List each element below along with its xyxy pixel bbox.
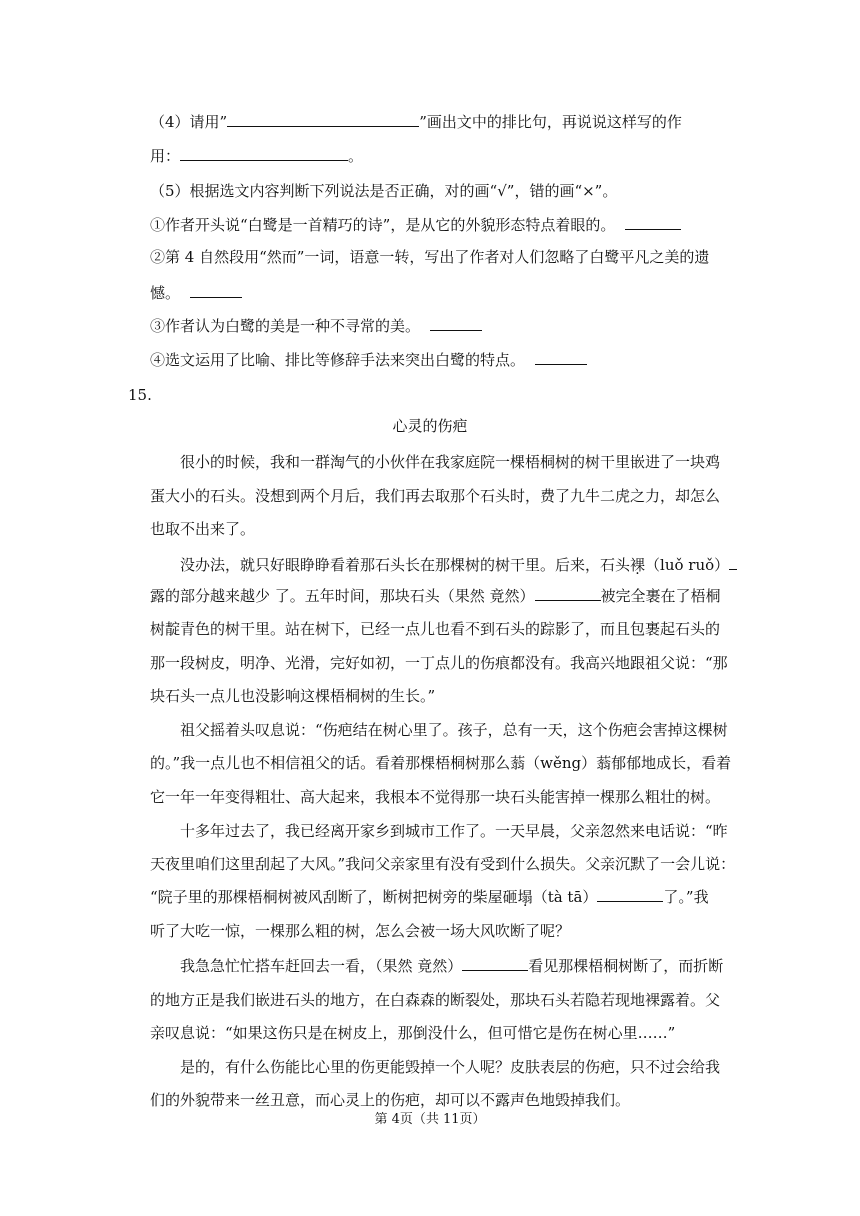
- para6-line2: 们的外貌带来一丝丑意，而心灵上的伤疤，却可以不露声色地毁掉我们。: [150, 1091, 631, 1109]
- para4-line3: [150, 887, 709, 907]
- answer-blank[interactable]: [430, 316, 482, 331]
- para1-line1: 很小的时候，我和一群淘气的小伙伴在我家庭院一棵梧桐树的树干里嵌进了一块鸡: [180, 453, 721, 471]
- para5-line3: 亲叹息说：“如果这伤只是在树皮上，那倒没什么，但可惜它是伤在树心里……”: [150, 1024, 676, 1042]
- answer-blank[interactable]: [190, 283, 242, 298]
- q14-statement-3: [150, 316, 482, 336]
- question-number: 15.: [128, 386, 152, 404]
- text: 露的部分越来越少 了。五年时间，那块石头（果然 竟然）: [150, 587, 535, 605]
- para3-line2: 的。”我一点儿也不相信祖父的话。看着那棵梧桐树那么蓊（wěng）蓊郁郁地成长，看着: [150, 754, 732, 772]
- para2-line2: [150, 586, 721, 606]
- q14-item5: （5）根据选文内容判断下列说法是否正确，对的画“√”，错的画“×”。: [150, 182, 618, 200]
- para4-line1: 十多年过去了，我已经离开家乡到城市工作了。一天早晨，父亲忽然来电话说：“昨: [180, 822, 728, 840]
- para5-line1: [180, 956, 723, 976]
- answer-blank[interactable]: [535, 586, 601, 601]
- text: 没办法，就只好眼睁睁看着那石头长在那棵树的树干里。后来，石头: [180, 556, 631, 574]
- text: 用：: [150, 147, 181, 165]
- q14-item4-line2: [150, 146, 363, 166]
- dotted-char: 塌: [517, 888, 533, 906]
- text: 。: [348, 147, 364, 165]
- para1-line3: 也取不出来了。: [150, 520, 256, 538]
- para6-line1: 是的，有什么伤能比心里的伤更能毁掉一个人呢？皮肤表层的伤疤，只不过会给我: [180, 1058, 721, 1076]
- text: ”画出文中的排比句，再说说这样写的作: [419, 113, 682, 131]
- para1-line2: 蛋大小的石头。没想到两个月后，我们再去取那个石头时，费了九牛二虎之力，却怎么: [150, 487, 721, 505]
- dotted-char: 裸: [630, 556, 646, 574]
- para3-line3: 它一年一年变得粗壮、高大起来，我根本不觉得那一块石头能害掉一棵那么粗壮的树。: [150, 788, 721, 806]
- q14-statement-1: [150, 215, 681, 235]
- answer-blank[interactable]: [625, 215, 681, 230]
- text: ④选文运用了比喻、排比等修辞手法来突出白鹭的特点。: [150, 351, 526, 369]
- answer-blank[interactable]: [462, 956, 528, 971]
- text: 看见那棵梧桐树断了，而折断: [528, 957, 724, 975]
- answer-blank[interactable]: [535, 350, 587, 365]
- para2-line3: 树靛青色的树干里。站在树下，已经一点儿也看不到石头的踪影了，而且包裹起石头的: [150, 620, 721, 638]
- para4-line2: 天夜里咱们这里刮起了大风。”我问父亲家里有没有受到什么损失。父亲沉默了一会儿说：: [150, 855, 736, 873]
- text: 被完全裹在了梧桐: [600, 587, 721, 605]
- q14-statement-4: [150, 350, 587, 370]
- para3-line1: 祖父摇着头叹息说：“伤疤结在树心里了。孩子，总有一天，这个伤疤会害掉这棵树: [180, 721, 728, 739]
- q14-item4-line1: [150, 112, 682, 132]
- text: 我急急忙忙搭车赶回去一看，（果然 竟然）: [180, 957, 463, 975]
- answer-blank[interactable]: [729, 555, 737, 570]
- pinyin-options: （luǒ ruǒ）: [645, 556, 730, 574]
- pinyin-options: （tà tā）: [532, 888, 598, 906]
- answer-blank[interactable]: [180, 146, 348, 161]
- text: 憾。: [150, 284, 181, 302]
- para2-line4: 那一段树皮，明净、光滑，完好如初，一丁点儿的伤痕都没有。我高兴地跟祖父说：“那: [150, 654, 728, 672]
- answer-blank[interactable]: [227, 112, 419, 127]
- q14-statement-2-line1: ②第 4 自然段用“然而”一词，语意一转，写出了作者对人们忽略了白鹭平凡之美的遗: [150, 248, 710, 266]
- para2-line5: 块石头一点儿也没影响这棵梧桐树的生长。”: [150, 687, 436, 705]
- text: “院子里的那棵梧桐树被风刮断了，断树把树旁的柴屋砸: [150, 888, 518, 906]
- text: （4）请用”: [150, 113, 228, 131]
- text: ③作者认为白鹭的美是一种不寻常的美。: [150, 317, 421, 335]
- text: ①作者开头说“白鹭是一首精巧的诗”，是从它的外貌形态特点着眼的。: [150, 216, 616, 234]
- para2-line1: [180, 555, 737, 575]
- page-footer: 第 4页（共 11页）: [374, 1112, 486, 1127]
- q14-statement-2-line2: [150, 283, 242, 303]
- passage-title: 心灵的伤疤: [392, 417, 468, 435]
- text: 了。”我: [663, 888, 709, 906]
- para4-line4: 听了大吃一惊，一棵那么粗的树，怎么会被一场大风吹断了呢？: [150, 922, 571, 940]
- para5-line2: 的地方正是我们嵌进石头的地方，在白森森的断裂处，那块石头若隐若现地裸露着。父: [150, 991, 721, 1009]
- answer-blank[interactable]: [597, 887, 663, 902]
